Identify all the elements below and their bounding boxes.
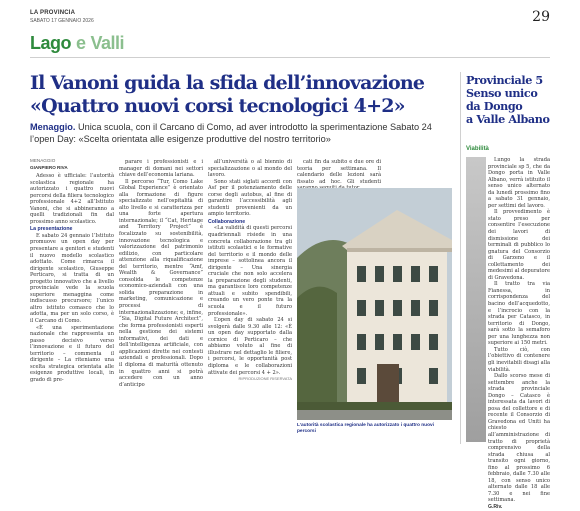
school-building-photo bbox=[297, 188, 452, 420]
byline-author: GIANPIERO RIVA bbox=[30, 165, 68, 170]
section-divider bbox=[30, 57, 550, 58]
summary-lead: Menaggio. bbox=[30, 122, 76, 132]
sidebar-headline-line-3: da Dongo bbox=[466, 99, 523, 113]
photo-caption-text: L’autorità scolastica regionale ha autorizzato i quattro nuovi percorsi bbox=[297, 423, 435, 434]
paragraph: all’università o al biennio di specializzazione o al mondo del lavoro. bbox=[208, 159, 292, 179]
subheading-presentazione: La presentazione bbox=[30, 226, 73, 233]
paragraph: Dallo scorso mese di settembre anche la strada provinciale Dongo – Catasco è interessata da lavori di posa del collettore e di recente il Consorzio di Gravedona ed Uniti ha chiesto all’amministrazione di tratto di proprietà comprensivo della strada chiusa al transito ogni giorno, fino al prossimo 6 febbraio, dalle 7.30 alle 18, con senso unico alternato dalle 18 alle 7.30 e nei fine settimana. bbox=[488, 373, 550, 504]
paragraph: Il provvedimento è stato preso per consentire l’esecuzione dei lavori di dismissione dei terminali di pubblico lo gnatura del Consorzio di Garzeno e il collettamento dei medesimi al depuratore di Gravedona. bbox=[488, 209, 550, 281]
sidebar-signature: G.Riv. bbox=[488, 503, 503, 510]
building-illustration bbox=[297, 188, 452, 420]
paragraph: Lungo la strada provinciale sp 5, che da Dongo porta in Valle Albano, verrà istituito il senso unico alternato da lunedì prossimo fino a sabato 31 gennaio, per settimi del lavoro. bbox=[488, 157, 550, 209]
photo-caption bbox=[297, 421, 452, 433]
paragraph: L’open day di sabato 24 si svolgerà dalle 9.30 alle 12: «È un open day supportato dalla cornice di Perticaro – che abbiamo voluto al fine di illustrare nel dettaglio le filiere, i percorsi, le opportunità post diploma e le collaborazioni attivate dei percorsi 4 + 2». bbox=[208, 317, 292, 376]
summary-text: Unica scuola, con il Carcano di Como, ad aver introdotto la sperimentazione Sabato 24 l’open Day: «Scelta orientata alle esigenze produttive del nostro territorio» bbox=[30, 122, 432, 144]
byline bbox=[30, 157, 68, 171]
column-divider bbox=[460, 72, 461, 444]
page-number: 29 bbox=[532, 9, 550, 25]
sidebar-photo bbox=[466, 157, 486, 442]
masthead bbox=[30, 8, 550, 30]
paragraph: Il tratto tra via Fianessa, in corrispondenza del bacino dell’acquedotto, e l’incrocio con la strada per Catasco, in territorio di Dongo, sarà sotto la semaforo per una lunghezza non superiore ai 150 metri. bbox=[488, 281, 550, 347]
article-column-3 bbox=[208, 159, 292, 443]
article-column-1 bbox=[30, 173, 114, 443]
article-headline bbox=[30, 72, 435, 118]
headline-line-1: Il Vanoni guida la sfida dell’innovazione bbox=[30, 72, 425, 94]
section-name-valli: Valli bbox=[90, 33, 125, 53]
sidebar-tag: Viabilità bbox=[466, 146, 489, 152]
reproduction-notice: RIPRODUZIONE RISERVATA bbox=[238, 376, 292, 382]
sidebar-body bbox=[488, 157, 550, 510]
article-column-4 bbox=[297, 159, 381, 187]
sidebar-headline bbox=[466, 74, 556, 126]
article-summary bbox=[30, 121, 435, 145]
paragraph: parare i professionisti e i manager di domani nei settori chiave dell’economia lariana. bbox=[119, 159, 203, 179]
paragraph: Tutto ciò, con l’obiettivo di contenere gli inevitabili disagi alla viabilità. bbox=[488, 346, 550, 373]
paragraph: «La validità di questi percorsi quadriennali risiede in una concreta collaborazione tra gli istituti scolastici e le formative del territorio e il mondo delle imprese – sottolinea ancora il dirigente – Una sinergia cruciale che non solo accelera la preparazione degli studenti, ma garantisce loro competenze attuali e subito spendibili, creando un vero ponte tra la scuola e il futuro professionale». bbox=[208, 225, 292, 317]
subheading-collaborazione: Collaborazione bbox=[208, 218, 246, 225]
sidebar-headline-line-2: Senso unico bbox=[466, 86, 538, 100]
article-column-2 bbox=[119, 159, 203, 443]
section-header bbox=[30, 33, 124, 53]
paragraph: «È una sperimentazione nazionale che rappresenta un passo decisivo verso l’innovazione e il futuro del territorio – commenta il dirigente – La riteniamo una scelta strategica orientata alle esigenze produttive locali, in grado di pre- bbox=[30, 324, 114, 383]
section-name-e: e bbox=[76, 33, 86, 53]
paragraph: E sabato 24 gennaio l’Istituto promuove un open day per presentare a genitori e studenti il nuovo modello scolastico adottato. Come rimarca il dirigente scolastico, Giuseppe Perticaro, si tratta di un progetto innovativo che a livello provinciale vede la scuola superiore menaggina come indiscusso precursore; l’unico altro istituto comasco che lo adotta, ma per un solo corso, è il Carcano di Como. bbox=[30, 232, 114, 325]
byline-place: MENAGGIO bbox=[30, 158, 56, 163]
sidebar-headline-line-4: a Valle Albano bbox=[466, 112, 550, 126]
sidebar-headline-line-1: Provinciale 5 bbox=[466, 73, 543, 87]
paragraph: Sono stati siglati accordi con Asf per il potenziamento delle corse degli autobus, al fine di garantire l’accessibilità agli studenti provenienti da un ampio territorio. bbox=[208, 178, 292, 218]
headline-line-2: «Quattro nuovi corsi tecnologici 4+2» bbox=[30, 95, 405, 117]
publication-date: SABATO 17 GENNAIO 2026 bbox=[30, 18, 94, 24]
paragraph: Il percorso “Tur, Como Lake Global Experience” è orientato alla formazione di figure specializzate nell’ospitalità di alto livello e si caratterizza per una forte apertura internazionale; il “Cat, Heritage and Territory Project” è focalizzato su sostenibilità, innovazione tecnologica e valorizzazione del patrimonio edilizio, con particolare attenzione alla riqualificazione del territorio, mentre “Amf, Wealth & Governance” consolida le competenze economico-aziendali con una solida preparazione in marketing, comunicazione e processi di internazionalizzazione; e, infine, “Sia, Digital Future Architect”, che forma professionisti esperti nella gestione dei sistemi informativi, dei dati e dell’intelligenza artificiale, con applicazioni dirette nei contesti aziendali e professionali. Dopo il diploma di maturità ottenuto in quattro anni si potrà accedere con un anno d’anticipo bbox=[119, 178, 203, 388]
paragraph: cati fin da subito e due ore di teoria per settimana. Il calendario delle lezioni sarà fissato ad hoc. Gli studenti bbox=[297, 159, 381, 185]
paragraph: Adesso è ufficiale: l’autorità scolastica regionale ha autorizzato i quattro nuovi percorsi della filiera tecnologico professionale 4+2 all’Istituto Vanoni, che si abbineranno a quelli tradizionali fin dal prossimo anno scolastico. bbox=[30, 173, 114, 225]
section-name-lago: Lago bbox=[30, 33, 71, 53]
publication-name: LA PROVINCIA bbox=[30, 10, 76, 16]
